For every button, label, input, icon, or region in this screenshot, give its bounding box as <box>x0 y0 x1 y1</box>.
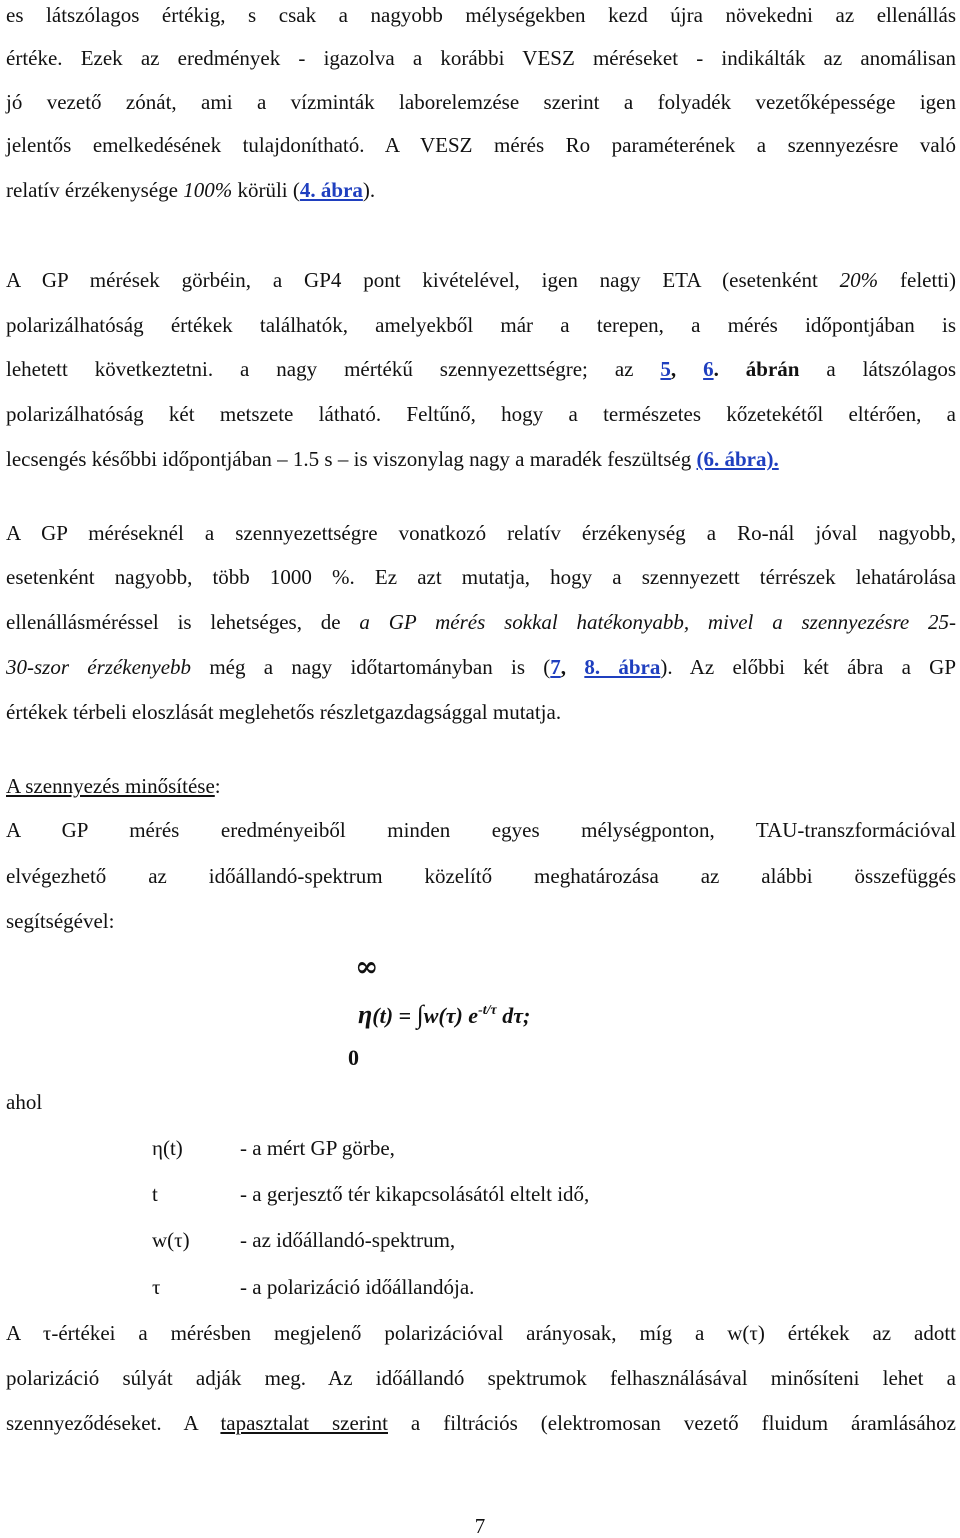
text-line: segítségével: <box>6 909 115 933</box>
formula-expression: η(t) = ∫w(τ) $e^{-t/\tau}$ dτ; <box>358 1000 531 1029</box>
integral-lower-limit: 0 <box>348 1045 359 1070</box>
definition-term: η(t) <box>152 1136 183 1160</box>
text-line: A GP méréseknél a szennyezettségre vonatkozó relatív érzékenység a Ro-nál jóval nagyobb, <box>6 521 956 545</box>
figure-link-5[interactable]: 5 <box>660 357 671 381</box>
text-line: polarizáció súlyát adják meg. Az időállandó spektrumok felhasználásával minősíteni lehet a <box>6 1366 956 1390</box>
integral-sign: ∫ <box>416 1000 424 1029</box>
percent-value: 20% <box>839 268 879 292</box>
text-line: esetenként nagyobb, több 1000 %. Ez azt mutatja, hogy a szennyezett térrészek lehatárolása <box>6 565 956 589</box>
text-line: A τ-értékei a mérésben megjelenő polarizációval arányosak, míg a w(τ) értékek az adott <box>6 1321 956 1345</box>
text-line: szennyeződéseket. A tapasztalat szerint a filtrációs (elektromosan vezető fluidum áramlásához <box>6 1411 956 1435</box>
definition-desc: - a mért GP görbe, <box>240 1136 395 1160</box>
text-line: 30-szor érzékenyebb még a nagy időtartományban is (7, 8. ábra). Az előbbi két ábra a GP <box>6 655 957 679</box>
text-line: es látszólagos értékig, s csak a nagyobb mélységekben kezd újra növekedni az ellenállás <box>6 3 956 27</box>
text-line: ellenállásméréssel is lehetséges, de a GP mérés sokkal hatékonyabb, mivel a szennyezésre 25- <box>6 610 956 634</box>
text-line: lecsengés későbbi időpontjában – 1.5 s – is viszonylag nagy a maradék feszültség (6. ábra). <box>6 447 779 471</box>
integral-upper-limit: ∞ <box>355 950 379 983</box>
text-line: lehetett következtetni. a nagy mértékű szennyezettségre; az 5, 6. ábrán a látszólagos <box>6 357 956 381</box>
definition-desc: - az időállandó-spektrum, <box>240 1228 456 1252</box>
figure-link-6b[interactable]: (6. ábra). <box>696 447 779 471</box>
definition-desc: - a gerjesztő tér kikapcsolásától eltelt idő, <box>240 1182 590 1206</box>
figure-link-7[interactable]: 7 <box>550 655 561 679</box>
text-line: relatív érzékenysége 100% körüli (4. ábra). <box>6 178 376 202</box>
definition-term: τ <box>152 1275 161 1299</box>
text-line: értékek térbeli eloszlását meglehetős részletgazdagsággal mutatja. <box>6 700 562 724</box>
page-number: 7 <box>474 1514 486 1538</box>
ahol-label: ahol <box>6 1090 43 1114</box>
text-line: értéke. Ezek az eredmények - igazolva a korábbi VESZ méréseket - indikálták az anomálisan <box>6 46 956 70</box>
figure-link-8[interactable]: 8. ábra <box>584 655 661 679</box>
text-line: jelentős emelkedésének tulajdonítható. A VESZ mérés Ro paraméterének a szennyezésre való <box>6 133 956 157</box>
text-line: A GP mérés eredményeiből minden egyes mélységponton, TAU-transzformációval <box>6 818 956 842</box>
exponent: -t/τ <box>478 1003 497 1018</box>
percent-value: 100% <box>183 178 233 202</box>
text-line: A GP mérések görbéin, a GP4 pont kivételével, igen nagy ETA (esetenként 20% feletti) <box>6 268 956 292</box>
text-line: jó vezető zónát, ami a vízminták laborelemzése szerint a folyadék vezetőképessége igen <box>6 90 956 114</box>
definition-term: w(τ) <box>152 1228 190 1252</box>
definition-term: t <box>152 1182 158 1206</box>
definition-desc: - a polarizáció időállandója. <box>240 1275 475 1299</box>
text-line: polarizálhatóság értékek találhatók, amelyekből már a terepen, a mérés időpontjában is <box>6 313 956 337</box>
text-line: polarizálhatóság két metszete látható. Feltűnő, hogy a természetes kőzetekétől eltérően, a <box>6 402 956 426</box>
section-heading: A szennyezés minősítése: <box>6 774 221 798</box>
figure-link-4[interactable]: 4. ábra <box>299 178 363 202</box>
text-line: elvégezhető az időállandó-spektrum közelítő meghatározása az alábbi összefüggés <box>6 864 956 888</box>
figure-link-6[interactable]: 6 <box>703 357 714 381</box>
